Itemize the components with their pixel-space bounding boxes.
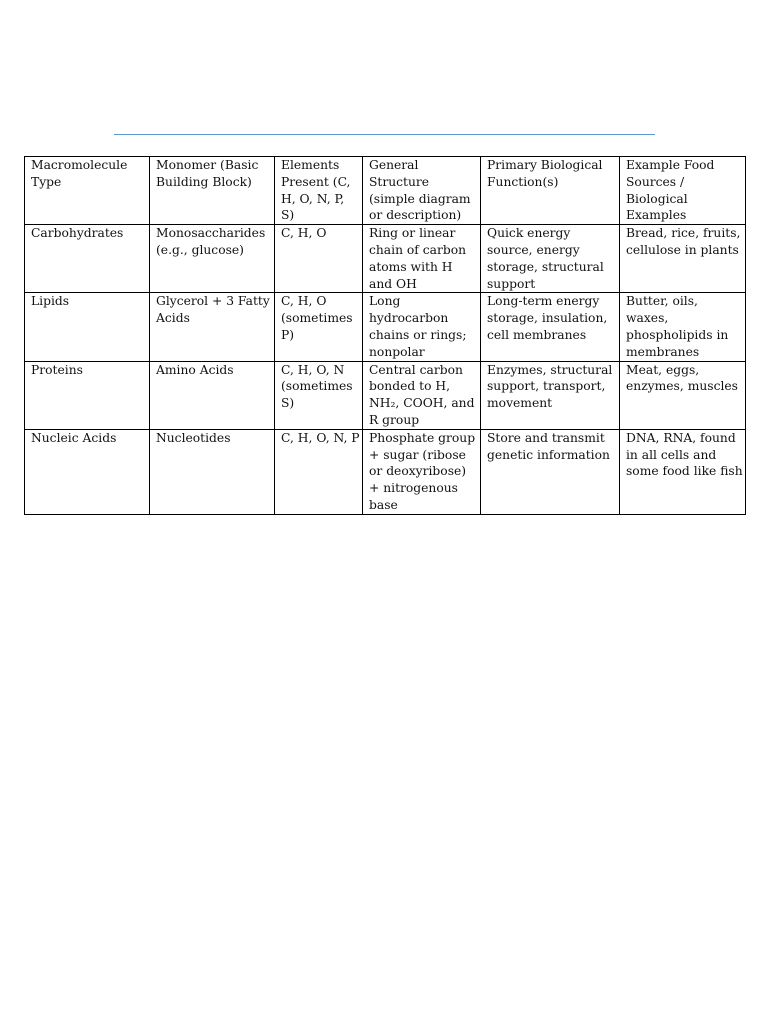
table-cell: DNA, RNA, found in all cells and some food like fish xyxy=(620,429,746,514)
header-cell-monomer: Monomer (Basic Building Block) xyxy=(150,157,275,225)
table-cell: Carbohydrates xyxy=(25,225,150,293)
table-cell: Nucleotides xyxy=(150,429,275,514)
table-cell: Butter, oils, waxes, phospholipids in membranes xyxy=(620,293,746,361)
table-cell: Ring or linear chain of carbon atoms with H and OH xyxy=(363,225,481,293)
table-cell: Meat, eggs, enzymes, muscles xyxy=(620,361,746,429)
table-cell: Nucleic Acids xyxy=(25,429,150,514)
table-cell: Quick energy source, energy storage, structural support xyxy=(481,225,620,293)
table-cell: Amino Acids xyxy=(150,361,275,429)
header-rule xyxy=(114,134,655,135)
table-cell: Store and transmit genetic information xyxy=(481,429,620,514)
macromolecule-table xyxy=(24,156,746,515)
header-cell-elements: Elements Present (C, H, O, N, P, S) xyxy=(275,157,363,225)
table-row xyxy=(25,429,746,514)
table-row xyxy=(25,361,746,429)
table-cell: Long hydrocarbon chains or rings; nonpolar xyxy=(363,293,481,361)
header-cell-examples: Example Food Sources / Biological Examples xyxy=(620,157,746,225)
table-cell: C, H, O, N (sometimes S) xyxy=(275,361,363,429)
table-cell: Lipids xyxy=(25,293,150,361)
table-cell: Glycerol + 3 Fatty Acids xyxy=(150,293,275,361)
table-cell: Long-term energy storage, insulation, cell membranes xyxy=(481,293,620,361)
table-cell: Phosphate group + sugar (ribose or deoxyribose) + nitrogenous base xyxy=(363,429,481,514)
header-cell-structure: General Structure (simple diagram or description) xyxy=(363,157,481,225)
table-cell: Monosaccharides (e.g., glucose) xyxy=(150,225,275,293)
table-cell: C, H, O, N, P xyxy=(275,429,363,514)
table-cell: Central carbon bonded to H, NH₂, COOH, and R group xyxy=(363,361,481,429)
table-row xyxy=(25,293,746,361)
table-header-row xyxy=(25,157,746,225)
header-cell-function: Primary Biological Function(s) xyxy=(481,157,620,225)
table-cell: Bread, rice, fruits, cellulose in plants xyxy=(620,225,746,293)
table-row xyxy=(25,225,746,293)
table-cell: Proteins xyxy=(25,361,150,429)
table-cell: Enzymes, structural support, transport, movement xyxy=(481,361,620,429)
table-cell: C, H, O (sometimes P) xyxy=(275,293,363,361)
table-cell: C, H, O xyxy=(275,225,363,293)
header-cell-type: Macromolecule Type xyxy=(25,157,150,225)
